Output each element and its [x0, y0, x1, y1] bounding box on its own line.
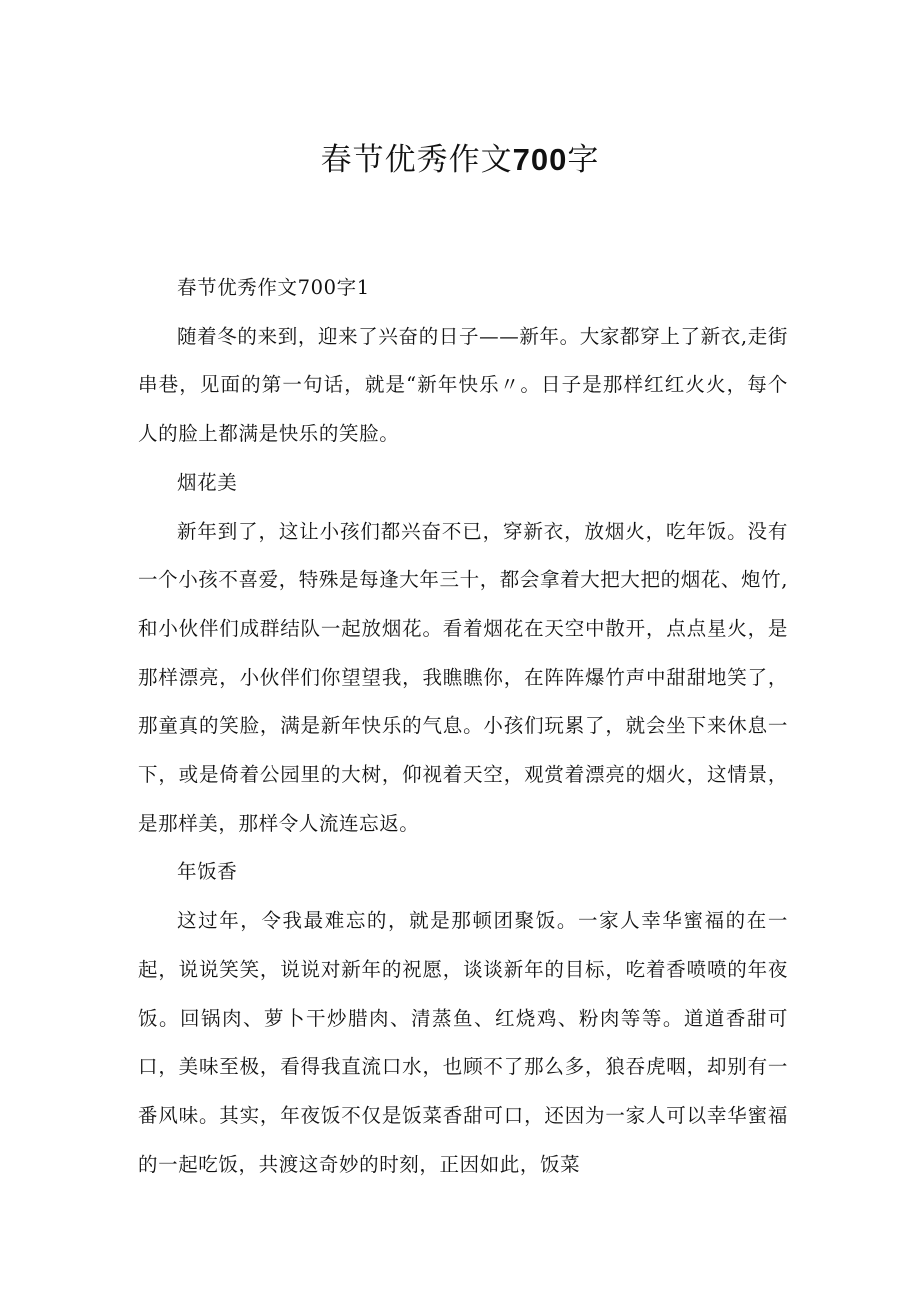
title-suffix: 字 [567, 142, 600, 178]
title-prefix: 春节优秀作文 [320, 142, 513, 178]
essay-heading: 春节优秀作文700字1 [177, 276, 370, 299]
paragraph-intro: 随着冬的来到，迎来了兴奋的日子——新年。大家都穿上了新衣,走街串巷，见面的第一句话，就是“新年快乐〃。日子是那样红红火火，每个人的脸上都满是快乐的笑脸。 [138, 324, 788, 446]
paragraph-fireworks: 新年到了，这让小孩们都兴奋不已，穿新衣，放烟火，吃年饭。没有一个小孩不喜爱，特殊是每逢大年三十，都会拿着大把大把的烟花、炮竹,和小伙伴们成群结队一起放烟花。看着烟花在天空中散开，点点星火，是那样漂亮，小伙伴们你望望我，我瞧瞧你，在阵阵爆竹声中甜甜地笑了，那童真的笑脸，满是新年快乐的气息。小孩们玩累了，就会坐下来休息一下，或是倚着公园里的大树，仰视着天空，观赏着漂亮的烟火，这情景，是那样美，那样令人流连忘返。 [138, 519, 788, 835]
document-title [0, 138, 920, 182]
section-heading-fireworks: 烟花美 [177, 470, 238, 494]
section-heading-dinner: 年饭香 [177, 860, 238, 884]
paragraph-dinner: 这过年，令我最难忘的，就是那顿团聚饭。一家人幸华蜜福的在一起，说说笑笑，说说对新年的祝愿，谈谈新年的目标，吃着香喷喷的年夜饭。回锅肉、萝卜干炒腊肉、清蒸鱼、红烧鸡、粉肉等等。道道香甜可口，美味至极，看得我直流口水，也顾不了那么多，狼吞虎咽，却别有一番风味。其实，年夜饭不仅是饭菜香甜可口，还因为一家人可以幸华蜜福的一起吃饭，共渡这奇妙的时刻，正因如此，饭菜 [138, 909, 788, 1176]
title-number: 700 [512, 142, 568, 177]
document-body [138, 264, 788, 1189]
